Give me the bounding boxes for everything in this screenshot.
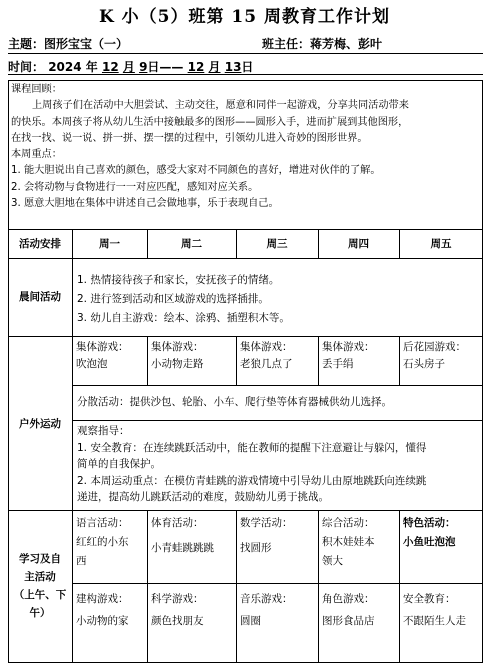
learn-activity-thu — [322, 514, 398, 571]
observe-heading: 观察指导： — [77, 425, 130, 437]
learn-activity-fri — [403, 514, 482, 552]
table-rule — [8, 336, 483, 337]
scattered-activities: 分散活动：提供沙包、轮胎、小车、爬行垫等体育器械供幼儿选择。 — [77, 396, 392, 408]
list-item: 3. 幼儿自主游戏：绘本、涂鸦、插塑积木等。 — [77, 312, 290, 324]
game-name: 小动物走路 — [151, 358, 204, 370]
time-separator: 日—— — [147, 60, 184, 74]
learn-game-fri — [403, 588, 482, 632]
time-start-month: 12 — [101, 60, 119, 74]
table-rule — [236, 336, 237, 385]
activity-name: 找圆形 — [240, 542, 272, 554]
time-end-suffix: 日 — [241, 60, 254, 74]
table-rule — [318, 510, 319, 663]
time-end-month: 12 — [187, 60, 205, 74]
table-header-cell: 周四 — [348, 238, 369, 250]
list-item: 1. 热情接待孩子和家长，安抚孩子的情绪。 — [77, 274, 280, 286]
game-name: 丢手绢 — [322, 358, 354, 370]
table-rule — [318, 336, 319, 385]
review-paragraph-line: 在找一找、说一说、拼一拼、摆一摆的过程中，引领幼儿进入奇妙的图形世界。 — [11, 132, 368, 144]
table-rule — [72, 583, 483, 584]
theme-value: 图形宝宝（一） — [44, 37, 129, 51]
row-label-line: 主活动 — [24, 571, 56, 583]
divider — [8, 53, 483, 54]
activity-name: 积木娃娃本 — [322, 536, 375, 548]
activity-type: 数学活动： — [240, 517, 293, 529]
time-year: 2024 年 — [48, 60, 98, 74]
observe-line: 简单的自我保护。 — [77, 458, 161, 470]
row-label-learning — [8, 550, 72, 622]
table-rule — [72, 420, 483, 421]
time-start-day: 9 — [139, 60, 148, 74]
table-header-cell: 周三 — [266, 238, 288, 250]
row-label-line: 午） — [29, 607, 51, 619]
observe-line: 2. 本周运动重点：在模仿青蛙跳的游戏情境中引导幼儿由原地跳跃向连续跳 — [77, 474, 427, 487]
learn-activity-tue — [151, 514, 235, 558]
outdoor-game-mon — [76, 339, 146, 373]
goal-item: 3. 愿意大胆地在集体中讲述自己会做地事，乐于表现自己。 — [11, 198, 279, 210]
teacher-value: 蒋芳梅、彭叶 — [310, 37, 383, 51]
game-name: 石头房子 — [403, 358, 445, 370]
activity-name: 小鱼吐泡泡 — [403, 536, 456, 548]
observation-guidance — [77, 423, 480, 506]
activity-type: 体育活动： — [151, 517, 204, 529]
observe-line: 1. 安全教育：在连续跳跃活动中，能在教师的提醒下注意避让与躲闪，懂得 — [77, 441, 427, 454]
row-label-morning: 晨间活动 — [19, 291, 61, 303]
activity-name: 小青蛙跳跳跳 — [151, 542, 214, 554]
table-rule — [8, 258, 483, 259]
course-review — [11, 82, 481, 212]
learn-game-wed — [240, 588, 317, 632]
review-heading: 课程回顾： — [11, 84, 62, 95]
table-rule — [399, 510, 400, 663]
time-label: 时间： — [8, 60, 45, 74]
outdoor-game-thu — [322, 339, 398, 373]
outdoor-game-tue — [151, 339, 235, 373]
table-header-cell: 周一 — [99, 238, 120, 250]
theme-label: 主题： — [8, 37, 45, 51]
morning-activities — [77, 271, 477, 328]
activity-type: 建构游戏： — [76, 593, 129, 605]
page-title: K 小（5）班第 15 周教育工作计划 — [98, 7, 391, 27]
table-rule — [8, 510, 483, 511]
activity-type: 安全教育： — [403, 593, 456, 605]
game-title: 集体游戏： — [240, 341, 293, 353]
table-header-cell: 周二 — [181, 238, 202, 250]
outdoor-game-fri — [403, 339, 482, 373]
activity-name: 红红的小东 — [76, 536, 129, 548]
activity-type: 语言活动： — [76, 517, 129, 529]
table-rule — [8, 229, 483, 230]
activity-type: 角色游戏： — [322, 593, 375, 605]
activity-name: 图形食品店 — [322, 615, 375, 627]
activity-name: 颜色找朋友 — [151, 615, 204, 627]
game-title: 后花园游戏： — [403, 341, 466, 353]
list-item: 2. 进行签到活动和区域游戏的选择插排。 — [77, 293, 269, 305]
goals-heading: 本周重点： — [11, 149, 62, 161]
activity-type: 特色活动： — [403, 517, 456, 529]
activity-type: 科学游戏： — [151, 593, 204, 605]
learn-game-tue — [151, 588, 235, 632]
game-title: 集体游戏： — [322, 341, 375, 353]
table-rule — [236, 510, 237, 663]
teacher-label: 班主任： — [262, 37, 311, 51]
time-month-unit-2: 月 — [208, 60, 221, 74]
review-paragraph-line: 上周孩子们在活动中大胆尝试、主动交往，愿意和同伴一起游戏，分享共同活动带来 — [32, 100, 409, 112]
theme-line — [8, 35, 128, 52]
table-header-cell: 活动安排 — [19, 238, 61, 250]
learn-activity-mon — [76, 514, 146, 571]
teacher-line — [262, 35, 382, 52]
game-name: 老狼几点了 — [240, 358, 293, 370]
activity-type: 音乐游戏： — [240, 593, 293, 605]
time-end-day: 13 — [224, 60, 242, 74]
learn-game-thu — [322, 588, 398, 632]
table-rule — [399, 336, 400, 385]
game-title: 集体游戏： — [151, 341, 204, 353]
table-rule — [72, 229, 73, 663]
activity-type: 综合活动： — [322, 517, 375, 529]
divider — [8, 74, 483, 75]
time-month-unit-1: 月 — [122, 60, 135, 74]
row-label-line: （上午、下 — [13, 589, 67, 601]
learn-activity-wed — [240, 514, 317, 558]
table-rule — [72, 385, 483, 386]
activity-name: 小动物的家 — [76, 615, 129, 627]
row-label-line: 学习及自 — [19, 553, 61, 565]
activity-name: 领大 — [322, 555, 343, 567]
table-header-cell: 周五 — [430, 238, 452, 250]
table-rule — [147, 336, 148, 385]
game-name: 吹泡泡 — [76, 358, 108, 370]
activity-name: 不跟陌生人走 — [403, 615, 466, 627]
learn-game-mon — [76, 588, 146, 632]
game-title: 集体游戏： — [76, 341, 129, 353]
outdoor-game-wed — [240, 339, 317, 373]
time-line — [8, 58, 253, 75]
review-paragraph-line: 的快乐。本周孩子将从幼儿生活中接触最多的图形——圆形入手，进而扩展到其他图形， — [11, 116, 409, 128]
observe-line: 递进，提高幼儿跳跃活动的难度，鼓励幼儿勇于挑战。 — [77, 491, 329, 503]
activity-name: 西 — [76, 555, 87, 567]
row-label-outdoor: 户外运动 — [19, 418, 61, 430]
table-rule — [147, 510, 148, 663]
activity-name: 圆圈 — [240, 615, 261, 627]
goal-item: 2. 会将动物与食物进行一一对应匹配，感知对应关系。 — [11, 181, 259, 193]
goal-item: 1. 能大胆说出自己喜欢的颜色，感受大家对不同颜色的喜好，增进对伙伴的了解。 — [11, 165, 381, 177]
